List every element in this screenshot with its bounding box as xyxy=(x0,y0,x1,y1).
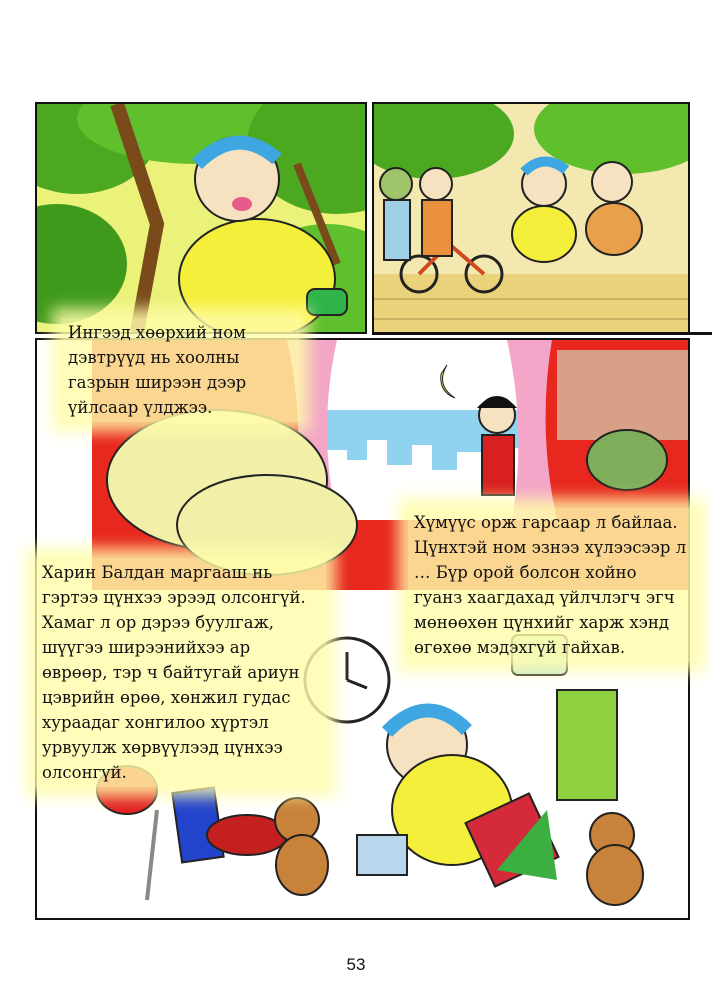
panel-2 xyxy=(372,102,690,334)
panel-1 xyxy=(35,102,367,334)
caption-panel-1: Ингээд хөөрхий ном дэвтрүүд нь хоолны газрын ширээн дээр үйлсаар үлджээ. xyxy=(62,318,299,422)
caption-panel-2: Хүмүүс орж гарсаар л байлаа. Цүнхтэй ном эзнээ хүлээсээр л … Бүр орой болсон хойно гуанз хаагдахад үйлчлэгч эгч мөнөөхөн цүнхийг харж хэнд өгөхөө мэдэхгүй гайхав. xyxy=(408,508,696,662)
page-number: 53 xyxy=(346,955,366,974)
caption-panel-3: Харин Балдан маргааш нь гэртээ цүнхээ эрээд олсонгүй. Хамаг л ор дэрээ буулгаж, шүүгээ ширээнийхээ ар өврөөр, тэр ч байтугай ариун цэврийн өрөө, хөнжил гудас хураадаг хонгилоо хүртэл урвуулж хөрвүүлээд цүнхээ олсонгүй. xyxy=(36,558,326,787)
street-scene-illustration xyxy=(374,104,688,332)
forest-scene-illustration xyxy=(37,104,365,332)
panel-divider-line xyxy=(372,332,712,335)
